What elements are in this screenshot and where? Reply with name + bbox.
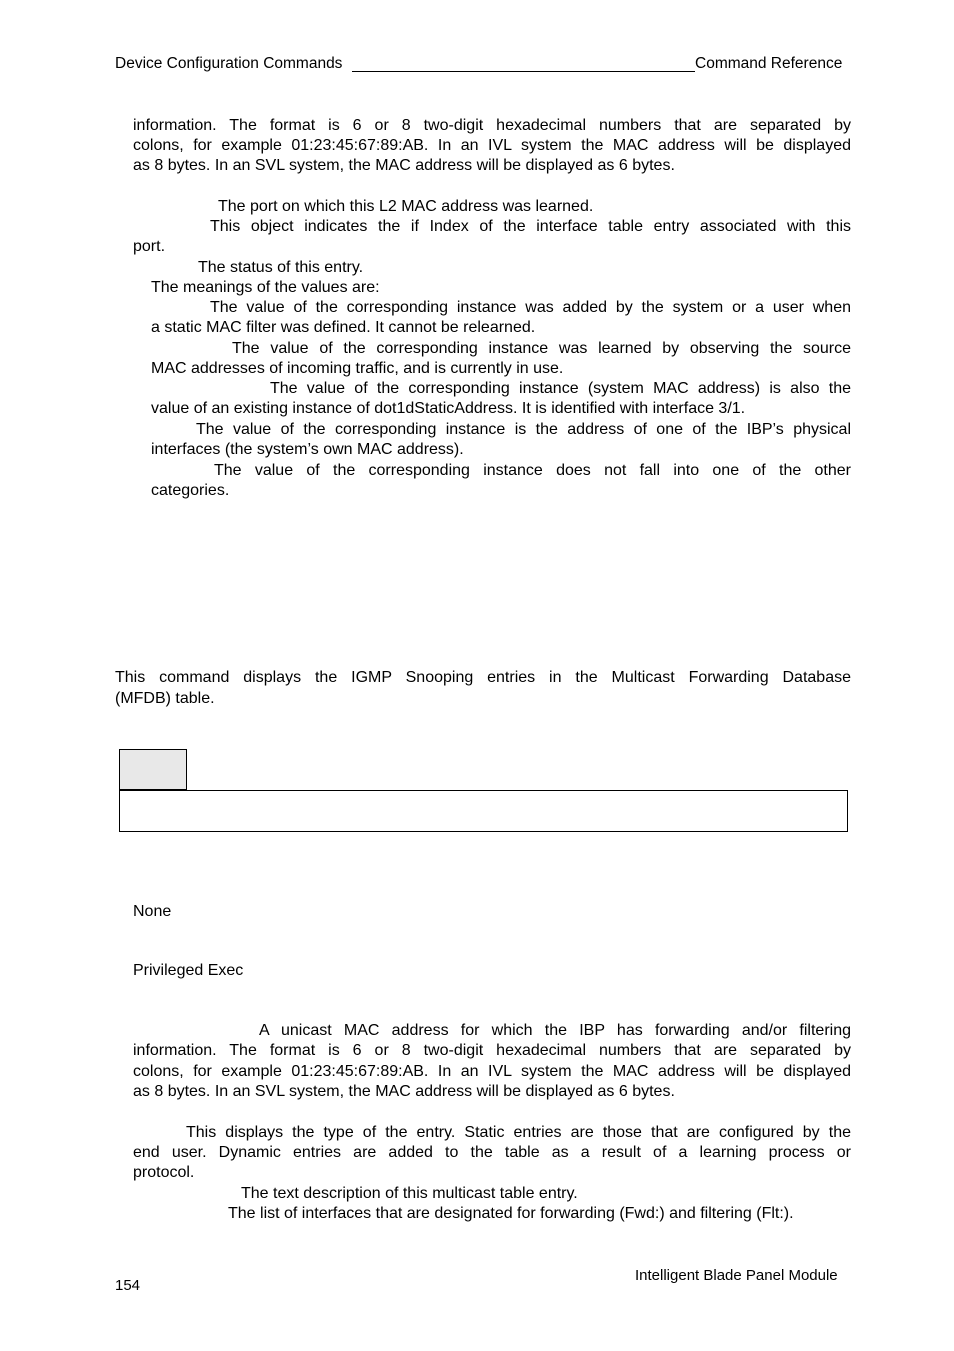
header-doc-title: Command Reference xyxy=(695,55,843,72)
value-management-line-1: The value of the corresponding instance (system MAC address) is also the xyxy=(270,380,851,397)
footer-product-name: Intelligent Blade Panel Module xyxy=(635,1267,838,1284)
field-status-text: The status of this entry. xyxy=(198,259,364,276)
output-mac-line-1: A unicast MAC address for which the IBP has forwarding and/or filtering xyxy=(259,1022,851,1039)
output-mac-line-2: information. The format is 6 or 8 two-digit hexadecimal numbers that are separated by xyxy=(133,1042,851,1059)
output-type-line-3: protocol. xyxy=(133,1164,195,1181)
output-type-line-1: This displays the type of the entry. Static entries are those that are configured by the xyxy=(186,1124,851,1141)
output-mac-line-3: colons, for example 01:23:45:67:89:AB. In an IVL system the MAC address will be displayed xyxy=(133,1063,851,1080)
value-static-line-2: a static MAC filter was defined. It cannot be relearned. xyxy=(151,319,536,336)
output-description-text: The text description of this multicast table entry. xyxy=(241,1185,578,1202)
value-static-line-1: The value of the corresponding instance was added by the system or a user when xyxy=(210,299,851,316)
value-self-line-2: interfaces (the system’s own MAC address). xyxy=(151,441,464,458)
command-mode-value: Privileged Exec xyxy=(133,962,244,979)
value-learned-line-2: MAC addresses of incoming traffic, and is currently in use. xyxy=(151,360,564,377)
command-description-line-2: (MFDB) table. xyxy=(115,690,215,707)
top-paragraph-line-1: information. The format is 6 or 8 two-digit hexadecimal numbers that are separated by xyxy=(133,117,851,134)
value-other-line-1: The value of the corresponding instance does not fall into one of the other xyxy=(214,462,851,479)
value-other-line-2: categories. xyxy=(151,482,230,499)
output-interfaces-text: The list of interfaces that are designated for forwarding (Fwd:) and filtering (Flt:). xyxy=(228,1205,794,1222)
top-paragraph-line-3: as 8 bytes. In an SVL system, the MAC address will be displayed as 6 bytes. xyxy=(133,157,675,174)
syntax-table-command-cell xyxy=(119,790,848,832)
header-section-title: Device Configuration Commands xyxy=(115,55,343,72)
value-management-line-2: value of an existing instance of dot1dStaticAddress. It is identified with interface 3/1. xyxy=(151,400,746,417)
header-rule xyxy=(352,71,695,72)
field-ifindex-line-1: This object indicates the if Index of the interface table entry associated with this xyxy=(210,218,851,235)
value-learned-line-1: The value of the corresponding instance was learned by observing the source xyxy=(232,340,851,357)
command-description-line-1: This command displays the IGMP Snooping entries in the Multicast Forwarding Database xyxy=(115,669,851,686)
output-type-line-2: end user. Dynamic entries are added to the table as a result of a learning process or xyxy=(133,1144,851,1161)
page-number: 154 xyxy=(115,1277,141,1294)
syntax-table-format-cell xyxy=(119,749,187,790)
meanings-intro: The meanings of the values are: xyxy=(151,279,380,296)
default-value: None xyxy=(133,903,172,920)
value-self-line-1: The value of the corresponding instance is the address of one of the IBP’s physical xyxy=(196,421,851,438)
field-port-text: The port on which this L2 MAC address was learned. xyxy=(218,198,594,215)
field-ifindex-line-2: port. xyxy=(133,238,166,255)
top-paragraph-line-2: colons, for example 01:23:45:67:89:AB. In an IVL system the MAC address will be displayed xyxy=(133,137,851,154)
output-mac-line-4: as 8 bytes. In an SVL system, the MAC address will be displayed as 6 bytes. xyxy=(133,1083,675,1100)
